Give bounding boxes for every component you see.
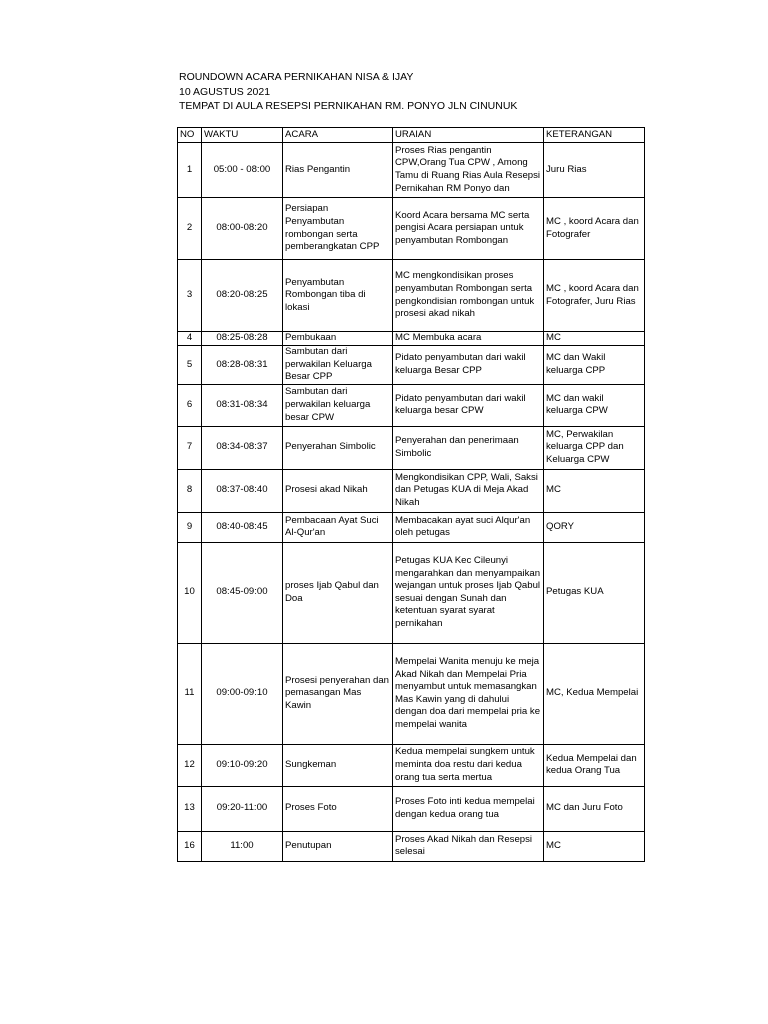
table-cell-uraian (393, 469, 544, 512)
table-cell-uraian (393, 384, 544, 426)
cell-text-keterangan: MC (546, 839, 561, 851)
table-cell-waktu (202, 831, 283, 861)
cell-text-waktu: 08:45-09:00 (216, 586, 268, 598)
table-cell-keterangan (544, 346, 645, 385)
table-cell-no (178, 198, 202, 260)
table-cell-no (178, 744, 202, 786)
cell-text-waktu: 09:10-09:20 (216, 758, 268, 770)
table-cell-uraian (393, 643, 544, 744)
cell-text-waktu: 05:00 - 08:00 (213, 163, 271, 175)
cell-text-keterangan: MC dan wakil keluarga CPW (546, 392, 608, 417)
cell-text-keterangan: MC, Kedua Mempelai (546, 687, 639, 699)
cell-text-uraian: Koord Acara bersama MC serta pengisi Acara persiapan untuk penyambutan Rombongan (395, 209, 530, 246)
table-cell-acara (283, 786, 393, 831)
cell-text-keterangan: Juru Rias (546, 163, 587, 175)
cell-text-acara: Sungkeman (285, 758, 337, 770)
cell-text-waktu: 08:40-08:45 (216, 520, 268, 532)
cell-text-acara: Proses Foto (285, 802, 337, 814)
table-cell-no (178, 143, 202, 198)
table-cell-acara (283, 469, 393, 512)
table-cell-uraian (393, 831, 544, 861)
cell-text-keterangan: Petugas KUA (546, 586, 604, 598)
cell-text-acara: proses Ijab Qabul dan Doa (285, 580, 379, 604)
table-cell-keterangan (544, 469, 645, 512)
table-row (178, 426, 645, 469)
column-header-no: NO (178, 128, 202, 143)
table-cell-keterangan (544, 332, 645, 346)
cell-text-no: 11 (184, 687, 195, 699)
cell-text-acara: Pembukaan (285, 332, 337, 344)
table-cell-acara (283, 143, 393, 198)
cell-text-uraian: Proses Foto inti kedua mempelai dengan kedua orang tua (395, 796, 535, 820)
table-cell-acara (283, 744, 393, 786)
cell-text-acara: Rias Pengantin (285, 163, 351, 175)
cell-text-no: 1 (186, 163, 193, 175)
table-cell-no (178, 426, 202, 469)
cell-text-uraian: MC mengkondisikan proses penyambutan Rombongan serta pengkondisian rombongan untuk prosesi akad nikah (395, 270, 535, 320)
table-cell-no (178, 384, 202, 426)
cell-text-no: 7 (186, 441, 193, 453)
table-cell-keterangan (544, 260, 645, 332)
cell-text-waktu: 08:25-08:28 (216, 332, 268, 344)
cell-text-uraian: Proses Rias pengantin CPW,Orang Tua CPW , Among Tamu di Ruang Rias Aula Resepsi Pernikahan RM Ponyo dan (395, 144, 541, 194)
table-cell-acara (283, 384, 393, 426)
table-cell-waktu (202, 786, 283, 831)
cell-text-uraian: Proses Akad Nikah dan Resepsi selesai (395, 833, 533, 858)
cell-text-uraian: Membacakan ayat suci Alqur'an oleh petugas (395, 514, 531, 539)
cell-text-waktu: 08:31-08:34 (216, 398, 268, 410)
table-cell-waktu (202, 346, 283, 385)
table-cell-no (178, 512, 202, 542)
table-cell-no (178, 469, 202, 512)
event-date: 10 AGUSTUS 2021 (179, 85, 271, 98)
cell-text-no: 10 (184, 586, 195, 598)
table-cell-no (178, 643, 202, 744)
cell-text-uraian: Penyerahan dan penerimaan Simbolic (395, 435, 519, 459)
cell-text-keterangan: Kedua Mempelai dan kedua Orang Tua (546, 752, 637, 777)
table-cell-uraian (393, 542, 544, 643)
cell-text-waktu: 08:28-08:31 (216, 358, 268, 370)
table-cell-uraian (393, 260, 544, 332)
table-row (178, 512, 645, 542)
cell-text-acara: Prosesi akad Nikah (285, 484, 368, 496)
table-cell-acara (283, 512, 393, 542)
cell-text-keterangan: MC (546, 332, 561, 344)
table-row (178, 384, 645, 426)
table-cell-waktu (202, 143, 283, 198)
cell-text-waktu: 09:00-09:10 (216, 687, 268, 699)
cell-text-no: 6 (186, 398, 193, 410)
column-header-waktu: WAKTU (202, 128, 283, 143)
cell-text-acara: Sambutan dari perwakilan Keluarga Besar CPP (285, 346, 372, 383)
cell-text-waktu: 11:00 (230, 839, 254, 851)
table-cell-acara (283, 831, 393, 861)
column-header-keterangan: KETERANGAN (544, 128, 645, 143)
table-cell-keterangan (544, 143, 645, 198)
table-cell-waktu (202, 198, 283, 260)
table-row (178, 143, 645, 198)
table-row (178, 744, 645, 786)
column-header-uraian: URAIAN (393, 128, 544, 143)
table-cell-waktu (202, 744, 283, 786)
cell-text-keterangan: MC (546, 484, 561, 496)
table-cell-keterangan (544, 426, 645, 469)
event-place: TEMPAT DI AULA RESEPSI PERNIKAHAN RM. PONYO JLN CINUNUK (179, 100, 518, 112)
table-row (178, 643, 645, 744)
cell-text-uraian: Mengkondisikan CPP, Wali, Saksi dan Petugas KUA di Meja Akad Nikah (395, 471, 538, 509)
cell-text-keterangan: MC dan Wakil keluarga CPP (546, 352, 606, 376)
document-header (179, 70, 517, 114)
table-row (178, 260, 645, 332)
cell-text-keterangan: MC , koord Acara dan Fotografer, Juru Rias (546, 282, 639, 307)
cell-text-keterangan: MC, Perwakilan keluarga CPP dan Keluarga CPW (546, 428, 624, 466)
cell-text-keterangan: QORY (546, 520, 575, 532)
cell-text-no: 5 (186, 358, 193, 370)
table-cell-acara (283, 198, 393, 260)
cell-text-acara: Penyambutan Rombongan tiba di lokasi (285, 276, 366, 313)
cell-text-waktu: 08:20-08:25 (216, 289, 268, 301)
cell-text-uraian: Mempelai Wanita menuju ke meja Akad Nikah dan Mempelai Pria menyambut untuk memasangkan Mas Kawin yang di dahului dengan doa dari mempelai pria ke mempelai wanita (395, 656, 541, 730)
table-cell-no (178, 542, 202, 643)
cell-text-keterangan: MC dan Juru Foto (546, 802, 623, 814)
table-cell-acara (283, 346, 393, 385)
table-row (178, 786, 645, 831)
rundown-table (177, 127, 645, 862)
table-cell-uraian (393, 786, 544, 831)
cell-text-acara: Persiapan Penyambutan rombongan serta pemberangkatan CPP (285, 203, 380, 253)
table-cell-waktu (202, 384, 283, 426)
table-row (178, 332, 645, 346)
table-cell-no (178, 260, 202, 332)
cell-text-waktu: 09:20-11:00 (216, 802, 268, 814)
table-cell-waktu (202, 332, 283, 346)
table-cell-no (178, 346, 202, 385)
table-cell-no (178, 332, 202, 346)
cell-text-acara: Sambutan dari perwakilan keluarga besar CPW (285, 386, 371, 423)
cell-text-uraian: Kedua mempelai sungkem untuk meminta doa restu dari kedua orang tua serta mertua (395, 746, 535, 783)
table-cell-uraian (393, 198, 544, 260)
cell-text-uraian: Pidato penyambutan dari wakil keluarga besar CPW (395, 392, 526, 417)
table-cell-waktu (202, 469, 283, 512)
cell-text-no: 13 (184, 802, 195, 814)
table-row (178, 346, 645, 385)
cell-text-no: 4 (186, 332, 193, 344)
cell-text-no: 2 (186, 222, 193, 234)
table-row (178, 198, 645, 260)
table-body (178, 143, 645, 862)
table-cell-uraian (393, 332, 544, 346)
table-cell-keterangan (544, 512, 645, 542)
table-cell-keterangan (544, 786, 645, 831)
cell-text-acara: Penyerahan Simbolic (285, 441, 376, 453)
table-cell-uraian (393, 744, 544, 786)
cell-text-waktu: 08:34-08:37 (216, 441, 268, 453)
cell-text-acara: Prosesi penyerahan dan pemasangan Mas Kawin (285, 674, 390, 712)
cell-text-no: 9 (186, 520, 193, 532)
table-cell-keterangan (544, 643, 645, 744)
table-row (178, 469, 645, 512)
table-cell-uraian (393, 426, 544, 469)
cell-text-no: 16 (184, 839, 195, 851)
cell-text-no: 3 (186, 289, 193, 301)
cell-text-acara: Pembacaan Ayat Suci Al-Qur'an (285, 514, 379, 539)
cell-text-acara: Penutupan (285, 839, 332, 851)
table-cell-keterangan (544, 198, 645, 260)
cell-text-no: 8 (186, 484, 193, 496)
cell-text-waktu: 08:37-08:40 (216, 484, 268, 496)
table-cell-acara (283, 332, 393, 346)
table-cell-uraian (393, 346, 544, 385)
table-cell-keterangan (544, 542, 645, 643)
table-cell-waktu (202, 512, 283, 542)
table-cell-acara (283, 542, 393, 643)
table-cell-uraian (393, 512, 544, 542)
table-cell-acara (283, 426, 393, 469)
table-cell-uraian (393, 143, 544, 198)
cell-text-no: 12 (184, 758, 195, 770)
document-title: ROUNDOWN ACARA PERNIKAHAN NISA & IJAY (179, 71, 414, 83)
table-cell-keterangan (544, 384, 645, 426)
cell-text-waktu: 08:00-08:20 (216, 222, 268, 234)
cell-text-uraian: MC Membuka acara (395, 332, 482, 344)
table-cell-waktu (202, 260, 283, 332)
table-row (178, 831, 645, 861)
cell-text-keterangan: MC , koord Acara dan Fotografer (546, 215, 639, 240)
table-cell-waktu (202, 542, 283, 643)
cell-text-uraian: Petugas KUA Kec Cileunyi mengarahkan dan menyampaikan wejangan untuk proses Ijab Qabul sesuai dengan Sunah dan ketentuan syarat syarat pernikahan (395, 555, 541, 629)
table-cell-waktu (202, 643, 283, 744)
table-header-row (178, 128, 645, 143)
table-cell-acara (283, 643, 393, 744)
table-cell-no (178, 831, 202, 861)
table-cell-waktu (202, 426, 283, 469)
table-row (178, 542, 645, 643)
table-cell-keterangan (544, 744, 645, 786)
table-cell-keterangan (544, 831, 645, 861)
table-cell-no (178, 786, 202, 831)
table-cell-acara (283, 260, 393, 332)
column-header-acara: ACARA (283, 128, 393, 143)
cell-text-uraian: Pidato penyambutan dari wakil keluarga Besar CPP (395, 352, 526, 376)
